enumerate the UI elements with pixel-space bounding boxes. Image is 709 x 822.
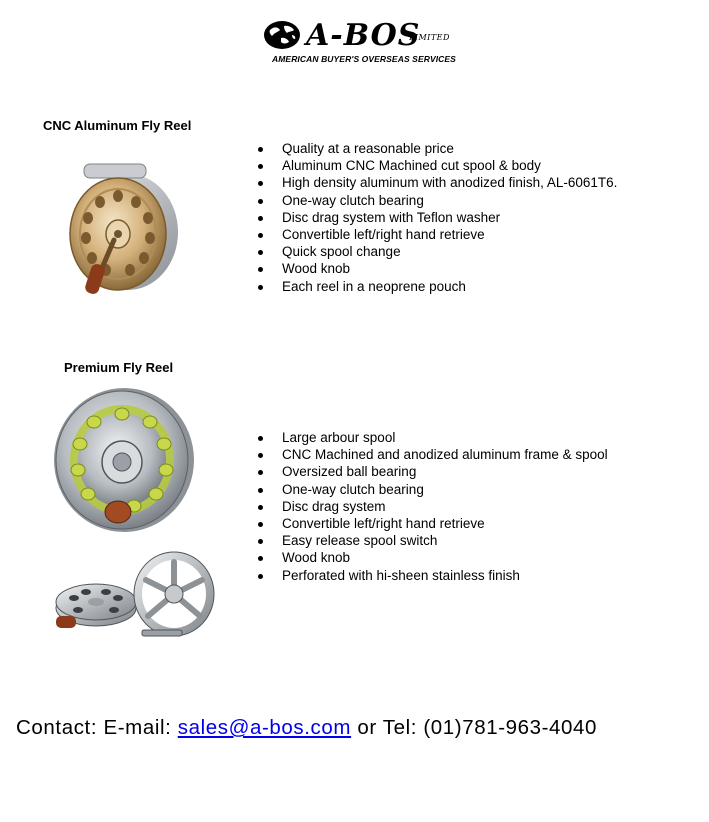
feature-item: Large arbour spool: [258, 429, 608, 446]
feature-item: CNC Machined and anodized aluminum frame & spool: [258, 446, 608, 463]
brand-limited: LIMITED: [409, 33, 450, 42]
feature-list: [258, 140, 617, 295]
feature-item: Wood knob: [258, 549, 608, 566]
contact-suffix: or Tel: (01)781-963-4040: [351, 716, 598, 739]
feature-item: Easy release spool switch: [258, 532, 608, 549]
feature-item: Aluminum CNC Machined cut spool & body: [258, 157, 617, 174]
feature-item: One-way clutch bearing: [258, 481, 608, 498]
feature-item: Quality at a reasonable price: [258, 140, 617, 157]
cnc-aluminum-fly-reel-image: [64, 160, 182, 300]
brand-tagline: AMERICAN BUYER'S OVERSEAS SERVICES: [272, 54, 456, 64]
feature-item: Disc drag system: [258, 498, 608, 515]
product-title: CNC Aluminum Fly Reel: [43, 118, 192, 133]
feature-item: Disc drag system with Teflon washer: [258, 209, 617, 226]
brand-name: A-BOS: [306, 18, 421, 53]
feature-item: Oversized ball bearing: [258, 463, 608, 480]
company-logo: [262, 18, 472, 68]
contact-line: [16, 716, 597, 740]
feature-item: Convertible left/right hand retrieve: [258, 515, 608, 532]
premium-reel-parts-image: [52, 550, 217, 642]
feature-list: [258, 429, 608, 584]
globe-icon: [262, 18, 304, 52]
contact-prefix: Contact: E-mail:: [16, 716, 178, 739]
feature-item: One-way clutch bearing: [258, 192, 617, 209]
email-link[interactable]: sales@a-bos.com: [177, 716, 352, 739]
feature-item: Each reel in a neoprene pouch: [258, 278, 617, 295]
feature-item: Perforated with hi-sheen stainless finish: [258, 567, 608, 584]
feature-item: Wood knob: [258, 260, 617, 277]
feature-item: Convertible left/right hand retrieve: [258, 226, 617, 243]
premium-fly-reel-image: [52, 386, 197, 534]
product-title: Premium Fly Reel: [64, 360, 174, 375]
feature-item: High density aluminum with anodized finish, AL-6061T6.: [258, 174, 617, 191]
feature-item: Quick spool change: [258, 243, 617, 260]
